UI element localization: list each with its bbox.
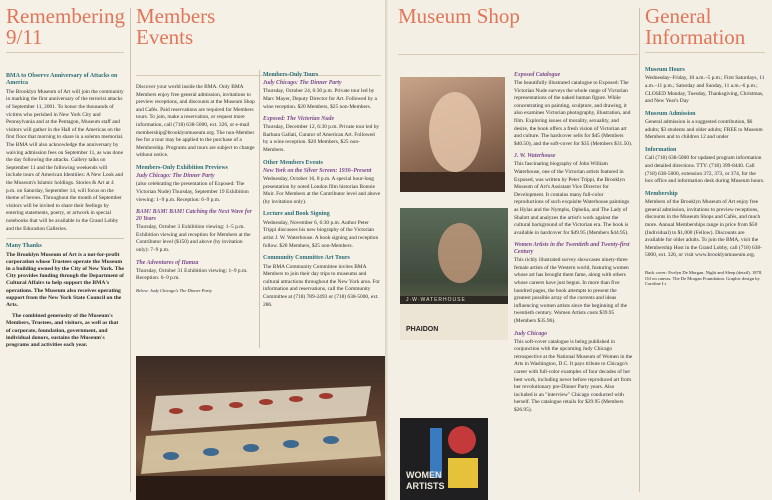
remembering-title-line1: Remembering xyxy=(6,4,125,28)
dinner-table-graphic xyxy=(136,356,386,500)
waterhouse-painting-graphic xyxy=(400,208,508,340)
divider xyxy=(398,54,638,55)
back-cover-credit: Back cover: Evelyn De Morgan, Night and Sleep (detail), 1878. Oil on canvas. The De Morgan Foundation. Graphic design by Caroline Li xyxy=(645,269,763,287)
many-thanks-heading: Many Thanks xyxy=(6,243,42,250)
lecture-body: Wednesday, November 6, 6:30 p.m. Author Peter Trippi discusses his new biography of the Victorian artist J. W. Waterhouse. A book signing and reception follow. $20 Members, $25 non-Members. xyxy=(263,219,379,249)
members-intro: Discover your world inside the BMA. Only BMA Members enjoy free general admission, invitations to preview receptions, and discounts at the Museum Shop and Cafés. Paid reservations are required for Members tours. To join, make a reservation, or request more information, call (718) 638-5000, ext. 326, or e-mail membership@brooklynmuseum.org. The non-Member fee for a tour may be applied to the purchase of a Membership. Programs and tours are subject to change without notice. xyxy=(136,84,255,159)
remembering-body: The Brooklyn Museum of Art will join the community in marking the first anniversary of the terrorist attacks of September 11, 2001. To honor the thousands of victims who perished in New York City and Pennsylvania and at the Pentagon, Museum staff and visitors will gather in the Hall of the Americas on the first floor that morning to share in a solemn memorial. The BMA will also acknowledge the anniversary by waiving admission fees on September 11, as was done the day following the attacks. Gallery talks on September 11 and the following weekends will include tours of American Identities: A New Look and the Museum's Islamic holdings. Stories & Art at 4 p.m. on Saturday, September 14, will focus on the theme of heroes. Throughout the month of September visitors will be invited to share their feelings by entering statements, poetry, or artwork in special notebooks that will be available in the Grand Lobby and the Education Galleries. xyxy=(6,88,124,232)
dinner-party-photo xyxy=(136,356,386,500)
book-spine-text: J·W·WATERHOUSE xyxy=(406,297,466,303)
many-thanks-body-2: The combined generosity of the Museum's Members, Trustees, and visitors, as well as that of corporate, foundation, government, and individual donors, sustains the Museum's programs and activities each year. xyxy=(6,313,119,348)
information-body: Call (718) 638-5000 for updated program information and detailed directions. TTY: (718) 399-8440. Call (718) 638-5000, extension 372, 373, or 374, for the box office and information desk during Museum hours. xyxy=(645,155,765,185)
women-artists-book-cover xyxy=(400,418,488,500)
info-title xyxy=(645,6,765,48)
shop-title: Museum Shop xyxy=(398,4,520,28)
cover-title-1: WOMEN xyxy=(406,470,442,480)
divider xyxy=(6,52,124,53)
right-page xyxy=(388,0,772,500)
exposed-catalogue-body: The beautifully illustrated catalogue to Exposed: The Victorian Nude surveys the whole range of Victorian representations of the naked human figure. While concentrating on painting, sculpture, and drawing, it also examines Victorian photography, illustration, and film. Exploring issues of morality, sexuality, and desire, the book offers a fresh vision of Victorian art and culture. The hardcover sells for $45 (Members $40.50), and the soft-cover for $35 (Members $31.50). xyxy=(514,80,633,147)
hours-heading: Museum Hours xyxy=(645,67,685,73)
book-publisher: PHAIDON xyxy=(406,326,439,333)
exposed-book-cover xyxy=(400,77,505,192)
exposed-catalogue-heading: Exposed Catalogue xyxy=(514,72,561,78)
judy-chicago-body: This soft-cover catalogue is being published in conjunction with the upcoming Judy Chicago retrospective at the National Museum of Women in the Arts in Washington, D.C. It pays tribute to Chicago's career with full-color examples of four decades of her best work, including never before reproduced art from her revolutionary pre-Dinner Party years. Also included is an "interview" Chicago conducted with herself. The catalogue retails for $29.95 (Members $26.95). xyxy=(514,338,633,413)
other-events-heading: Other Members Events xyxy=(263,159,323,166)
photo-caption: Below: Judy Chicago's The Dinner Party xyxy=(136,287,212,293)
waterhouse-body: This fascinating biography of John William Waterhouse, one of the Victorian artists featured in Exposed, was written by Peter Trippi, the Brooklyn Museum of Art's Assistant Vice Director for Development. It contains many full-color reproductions of such exquisite Waterhouse paintings as Hylas and the Nymphs, Ophelia, and The Lady of Shalott and analyzes the artist's work against the cultural background of the Victorian era. The book is available in hardcover for $49.95 (Members $44.95). xyxy=(514,161,630,236)
women-artists-heading: Women Artists in the Twentieth and Twenty-first Century xyxy=(514,242,630,256)
remembering-column xyxy=(6,0,124,500)
waterhouse-heading: J. W. Waterhouse xyxy=(514,153,556,160)
membership-heading: Membership xyxy=(645,190,678,197)
event-previews-subtitle: Judy Chicago: The Dinner Party xyxy=(136,173,215,180)
tours-heading: Members-Only Tours xyxy=(263,72,319,78)
membership-body: Members of the Brooklyn Museum of Art enjoy free general admission, invitations to preview receptions, discounts in the Museum Shops and Cafés, and much more. Annual Memberships range in price from $50 (Individual) to $1,000 (Fellow). Discounts are available for older adults. To join the BMA, visit the Membership Host in the Grand Lobby, call (718) 638-5000, ext. 326, or visit www.brooklynmuseum.org. xyxy=(645,199,762,259)
divider xyxy=(6,238,124,239)
tours-dinner-party-subtitle: Judy Chicago: The Dinner Party xyxy=(263,80,342,87)
event-bam-body: Thursday, October 3 Exhibition viewing: 1–5 p.m. Exhibition viewing and reception for Members at the Contributor level ($150) and above (by invitation only): 7–9 p.m. xyxy=(136,224,251,253)
cover-title-2: ARTISTS xyxy=(406,481,445,491)
community-heading: Community Committee Art Tours xyxy=(263,255,350,262)
remembering-title-line2: 9/11 xyxy=(6,25,43,49)
info-title-line1: General xyxy=(645,4,712,28)
column-divider xyxy=(130,8,131,492)
lecture-heading: Lecture and Book Signing xyxy=(263,211,330,218)
admission-heading: Museum Admission xyxy=(645,110,696,117)
remembering-title xyxy=(6,6,124,48)
judy-chicago-heading: Judy Chicago xyxy=(514,330,548,337)
event-hamza-heading: The Adventures of Hamza xyxy=(136,259,199,266)
women-artists-body: This richly illustrated survey showcases ninety-three female artists of the Western world, featuring women whose art has brought them fame, along with others whose careers have just begun. In more than five hundred pages, the book attempts to present the greatest possible array of the currents and ideas influencing women artists since the beginning of the twentieth century. Women Artists costs $39.95 (Members $35.96). xyxy=(514,257,629,325)
tours-dinner-party-body: Thursday, October 24, 6:30 p.m. Private tour led by Marc Mayer, Deputy Director for Art. Followed by a wine reception. $20 Members, $25 non-Members. xyxy=(263,88,377,110)
community-body: The BMA Community Committee invites BMA Members to join their day trips to museums and cultural attractions throughout the New York area. For information and reservations, call the Community Committee at (718) 789-2493 or (718) 638-5000, ext. 286. xyxy=(263,263,380,308)
tours-exposed-subtitle: Exposed: The Victorian Nude xyxy=(263,116,335,123)
shop-text-column xyxy=(514,72,634,500)
remembering-heading: BMA to Observe Anniversary of Attacks on America xyxy=(6,73,118,87)
hours-body: Wednesday–Friday, 10 a.m.–5 p.m.; First Saturdays, 11 a.m.–11 p.m.; Saturday and Sunday, 11 a.m.–6 p.m.; CLOSED Monday, Tuesday, Thanksgiving, Christmas, and New Year's Day xyxy=(645,75,765,105)
admission-body: General admission is a suggested contribution, $6 adults; $3 students and older adults; FREE to Museum Members and to children 12 and under xyxy=(645,119,763,141)
event-bam-heading: BAM! BAM! BAM! Catching the Next Wave for 20 Years xyxy=(136,209,252,223)
silver-screen-body: Wednesday, October 16, 8 p.m. A special hour-long presentation by noted London film historian Bonnie Muir. For Members at the Contributor level and above (by invitation only). xyxy=(263,175,381,205)
many-thanks-body: The Brooklyn Museum of Art is a not-for-profit corporation whose Trustees operate the Museum in a building owned by the City of New York. The City provides funding through the Department of Cultural Affairs to help support the BMA's operations. The Museum also receives operating support from the New York State Council on the Arts. xyxy=(6,251,124,308)
silver-screen-subtitle: New York on the Silver Screen: 1930–Present xyxy=(263,167,372,174)
painting-graphic xyxy=(400,77,505,192)
column-divider xyxy=(259,70,260,348)
event-previews-body: (also celebrating the presentation of Exposed: The Victorian Nude) Thursday, September 19 Exhibition viewing: 1–9 p.m. Reception: 6–9 p.m. xyxy=(136,181,249,203)
event-previews-heading: Members-Only Exhibition Previews xyxy=(136,164,228,171)
members-title: Members Events xyxy=(136,4,216,49)
column-divider xyxy=(639,8,640,492)
event-hamza-body: Thursday, October 31 Exhibition viewing: 1–9 p.m. Reception: 6–9 p.m. xyxy=(136,267,248,282)
tours-exposed-body: Thursday, December 12, 6:30 p.m. Private tour led by Barbara Gallati, Curator of American Art. Followed by a wine reception. $20 Members, $25 non-Members. xyxy=(263,124,380,153)
info-column xyxy=(645,0,765,500)
info-title-line2: Information xyxy=(645,25,746,49)
divider xyxy=(645,52,765,53)
waterhouse-book-cover xyxy=(400,208,508,340)
information-heading: Information xyxy=(645,146,677,153)
